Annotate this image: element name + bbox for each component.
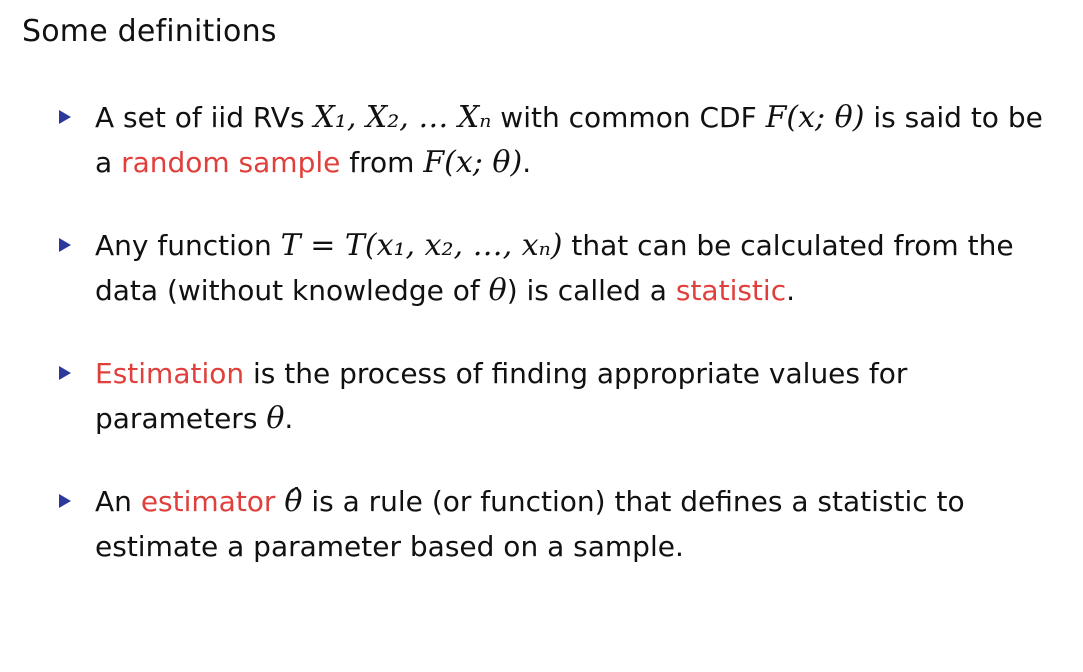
math-theta-hat: θ̂ bbox=[284, 484, 303, 519]
bullet-list bbox=[55, 95, 1065, 607]
math-statistic-function: T = T(x₁, x₂, …, xₙ) bbox=[280, 228, 563, 263]
bullet-text: is said to be a bbox=[95, 101, 1043, 179]
triangle-bullet-icon bbox=[59, 494, 71, 508]
math-theta: θ bbox=[488, 273, 507, 308]
highlight-term: statistic bbox=[675, 274, 787, 307]
bullet-item-random-sample bbox=[55, 95, 1065, 185]
bullet-text: from bbox=[340, 146, 424, 179]
math-cdf: F(x; θ) bbox=[423, 145, 523, 180]
math-theta: θ bbox=[266, 401, 285, 436]
bullet-text: ) is called a bbox=[506, 274, 676, 307]
bullet-text: . bbox=[786, 274, 795, 307]
triangle-bullet-icon bbox=[59, 366, 71, 380]
bullet-text: . bbox=[284, 402, 294, 435]
bullet-item-estimation bbox=[55, 351, 1065, 441]
bullet-item-statistic bbox=[55, 223, 1065, 313]
bullet-text: An bbox=[95, 485, 141, 518]
math-cdf: F(x; θ) bbox=[765, 100, 865, 135]
bullet-text: Any function bbox=[95, 229, 281, 262]
triangle-bullet-icon bbox=[59, 110, 71, 124]
bullet-item-estimator bbox=[55, 479, 1065, 569]
bullet-text: is a rule (or function) that defines a statistic to estimate a parameter based on a sample. bbox=[95, 485, 965, 563]
bullet-text: that can be calculated from the data (without knowledge of bbox=[95, 229, 1014, 307]
triangle-bullet-icon bbox=[59, 238, 71, 252]
highlight-term: random sample bbox=[121, 146, 341, 179]
bullet-text: is the process of finding appropriate values for parameters bbox=[95, 357, 908, 435]
math-random-variables: X₁, X₂, … Xₙ bbox=[313, 100, 492, 135]
highlight-term: Estimation bbox=[95, 357, 245, 390]
highlight-term: estimator bbox=[140, 485, 276, 518]
bullet-text: with common CDF bbox=[491, 101, 766, 134]
bullet-text: A set of iid RVs bbox=[95, 101, 314, 134]
bullet-text: . bbox=[522, 146, 532, 179]
slide-title: Some definitions bbox=[22, 14, 277, 49]
